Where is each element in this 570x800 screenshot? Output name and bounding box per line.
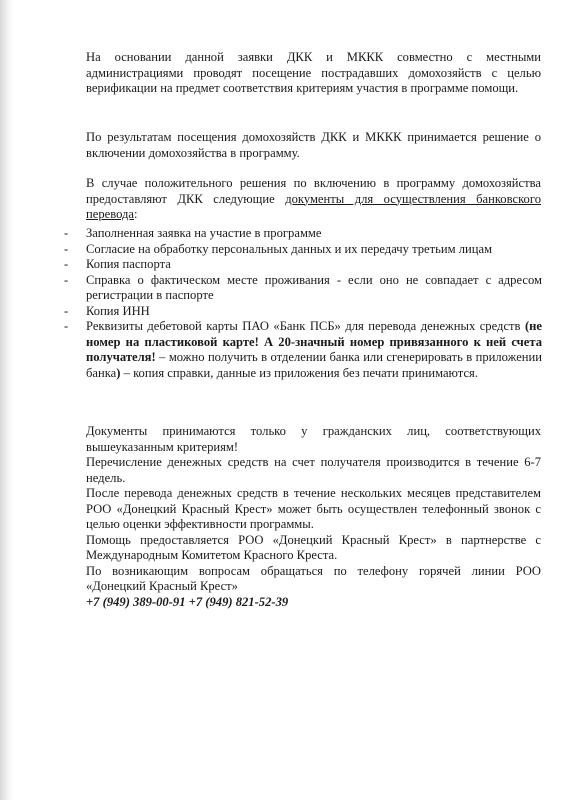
list-item [64, 319, 542, 381]
list-item-text: Копия ИНН [86, 303, 150, 318]
documents-underlined-phrase: документы для осуществления банковского перевода [86, 191, 541, 221]
list-item [64, 242, 542, 258]
list-item-text: Заполненная заявка на участие в программе [86, 226, 322, 240]
paragraph-verification: На основании данной заявки ДКК и МККК совместно с местными администрациями проводят посещение пострадавших домохозяйств с целью верификации на предмет соответствия критериям участия в программе помощи. [86, 50, 541, 95]
note-transfer-timing: Перечисление денежных средств на счет получателя производится в течение 6-7 недель. [86, 455, 541, 485]
bank-details-bold-note: (не номер на пластиковой карте! А 20-значный номер привязанного к ней счета получателя! [86, 319, 542, 364]
list-item-text: Согласие на обработку персональных данных и их передачу третьим лицам [86, 241, 493, 256]
paragraph-decision: По результатам посещения домохозяйств ДКК и МККК принимается решение о включении домохозяйства в программу. [86, 130, 541, 160]
list-item-text: Копия паспорта [86, 257, 171, 271]
list-item [64, 273, 542, 304]
list-item [64, 226, 542, 242]
list-dash: - [64, 257, 69, 271]
note-hotline: По возникающим вопросам обращаться по телефону горячей линии РОО «Донецкий Красный Крест» [86, 563, 541, 593]
list-dash: - [64, 303, 69, 318]
paragraph-documents-intro [86, 176, 541, 223]
list-item-text: Справка о фактическом месте проживания - если оно не совпадает с адресом регистрации в паспорте [86, 272, 542, 302]
bank-details-text: Реквизиты дебетовой карты ПАО «Банк ПСБ» для перевода денежных средств [86, 319, 525, 333]
list-dash: - [64, 226, 69, 240]
bank-details-close-paren: ) [116, 365, 121, 380]
paragraph-documents-intro-text: В случае положительного решения по включению в программу домохозяйства предоставляют ДКК следующие [86, 176, 541, 206]
note-follow-up-call: После перевода денежных средств в течение нескольких месяцев представителем РОО «Донецкий Красный Крест» может быть осуществлен телефонный звонок с целью оценки эффективности программы. [86, 486, 541, 531]
list-dash: - [64, 319, 69, 333]
documents-list [64, 226, 542, 381]
bank-details-how-to-get: – можно получить в отделении банка или сгенерировать в приложении банка [86, 350, 542, 380]
list-item-bank-details [86, 319, 542, 381]
list-item [64, 257, 542, 273]
list-item [64, 304, 542, 320]
note-civilians-only: Документы принимаются только у гражданских лиц, соответствующих вышеуказанным критериям! [86, 424, 541, 454]
list-dash: - [64, 241, 69, 256]
paragraph-documents-intro-colon: : [134, 207, 138, 221]
hotline-phone-numbers: +7 (949) 389-00-91 +7 (949) 821-52-39 [86, 594, 289, 609]
note-partnership: Помощь предоставляется РОО «Донецкий Красный Крест» в партнерстве с Международным Комитетом Красного Креста. [86, 532, 541, 562]
footer-notes [86, 424, 541, 610]
list-dash: - [64, 272, 69, 287]
bank-details-tail: – копия справки, данные из приложения без печати принимаются. [120, 365, 478, 380]
